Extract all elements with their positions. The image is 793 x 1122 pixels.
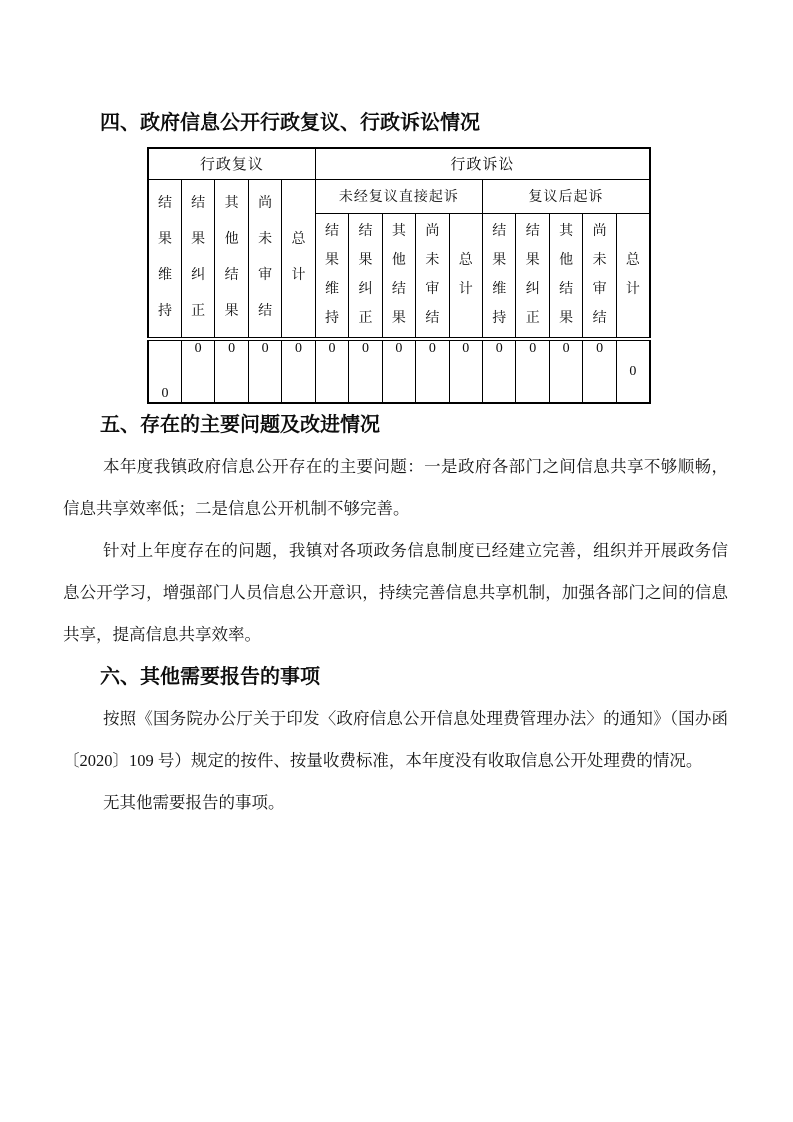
rec-header-other-result: 其 他 结 果 — [215, 179, 248, 339]
post-header-other-result: 其 他 结 果 — [549, 213, 582, 339]
rec-value-total: 0 — [282, 339, 315, 403]
direct-header-result-corrected: 结 果 纠 正 — [349, 213, 382, 339]
section5-heading: 五、存在的主要问题及改进情况 — [100, 414, 380, 436]
post-header-result-upheld: 结 果 维 持 — [483, 213, 516, 339]
section4-heading: 四、政府信息公开行政复议、行政诉讼情况 — [100, 112, 480, 134]
rec-header-pending: 尚 未 审 结 — [248, 179, 281, 339]
admin-litigation-group-header: 行政诉讼 — [315, 148, 650, 179]
post-value-total: 0 — [616, 339, 650, 403]
rec-header-result-corrected: 结 果 纠 正 — [181, 179, 214, 339]
section6-paragraph-fees: 按照《国务院办公厅关于印发〈政府信息公开信息处理费管理办法〉的通知》（国办函〔2020〕109 号）规定的按件、按量收费标准，本年度没有收取信息公开处理费的情况。 — [63, 709, 728, 770]
direct-lawsuit-subgroup-header: 未经复议直接起诉 — [315, 179, 482, 213]
direct-value-total: 0 — [449, 339, 482, 403]
direct-value-result-upheld: 0 — [315, 339, 348, 403]
direct-header-result-upheld: 结 果 维 持 — [315, 213, 348, 339]
post-header-result-corrected: 结 果 纠 正 — [516, 213, 549, 339]
section5-paragraph-improvements: 针对上年度存在的问题，我镇对各项政务信息制度已经建立完善，组织并开展政务信息公开学习，增强部门人员信息公开意识，持续完善信息共享机制，加强各部门之间的信息共享，提高信息共享效率。 — [63, 541, 728, 644]
post-header-total: 总 计 — [616, 213, 650, 339]
section6-paragraph-none: 无其他需要报告的事项。 — [103, 793, 285, 812]
direct-header-total: 总 计 — [449, 213, 482, 339]
direct-value-result-corrected: 0 — [349, 339, 382, 403]
direct-value-pending: 0 — [416, 339, 449, 403]
post-header-pending: 尚 未 审 结 — [583, 213, 616, 339]
section5-paragraph-problems: 本年度我镇政府信息公开存在的主要问题：一是政府各部门之间信息共享不够顺畅，信息共享效率低；二是信息公开机制不够完善。 — [63, 457, 728, 518]
rec-header-result-upheld: 结 果 维 持 — [148, 179, 181, 339]
post-value-result-upheld: 0 — [483, 339, 516, 403]
rec-value-result-upheld: 0 — [148, 339, 181, 403]
rec-value-result-corrected: 0 — [181, 339, 214, 403]
post-value-result-corrected: 0 — [516, 339, 549, 403]
section6-heading: 六、其他需要报告的事项 — [100, 666, 320, 688]
admin-reconsideration-group-header: 行政复议 — [148, 148, 315, 179]
direct-value-other-result: 0 — [382, 339, 415, 403]
direct-header-other-result: 其 他 结 果 — [382, 213, 415, 339]
rec-header-total: 总 计 — [282, 179, 315, 339]
rec-value-pending: 0 — [248, 339, 281, 403]
rec-value-other-result: 0 — [215, 339, 248, 403]
review-litigation-table — [147, 147, 651, 404]
post-reconsideration-lawsuit-subgroup-header: 复议后起诉 — [483, 179, 650, 213]
post-value-pending: 0 — [583, 339, 616, 403]
direct-header-pending: 尚 未 审 结 — [416, 213, 449, 339]
post-value-other-result: 0 — [549, 339, 582, 403]
